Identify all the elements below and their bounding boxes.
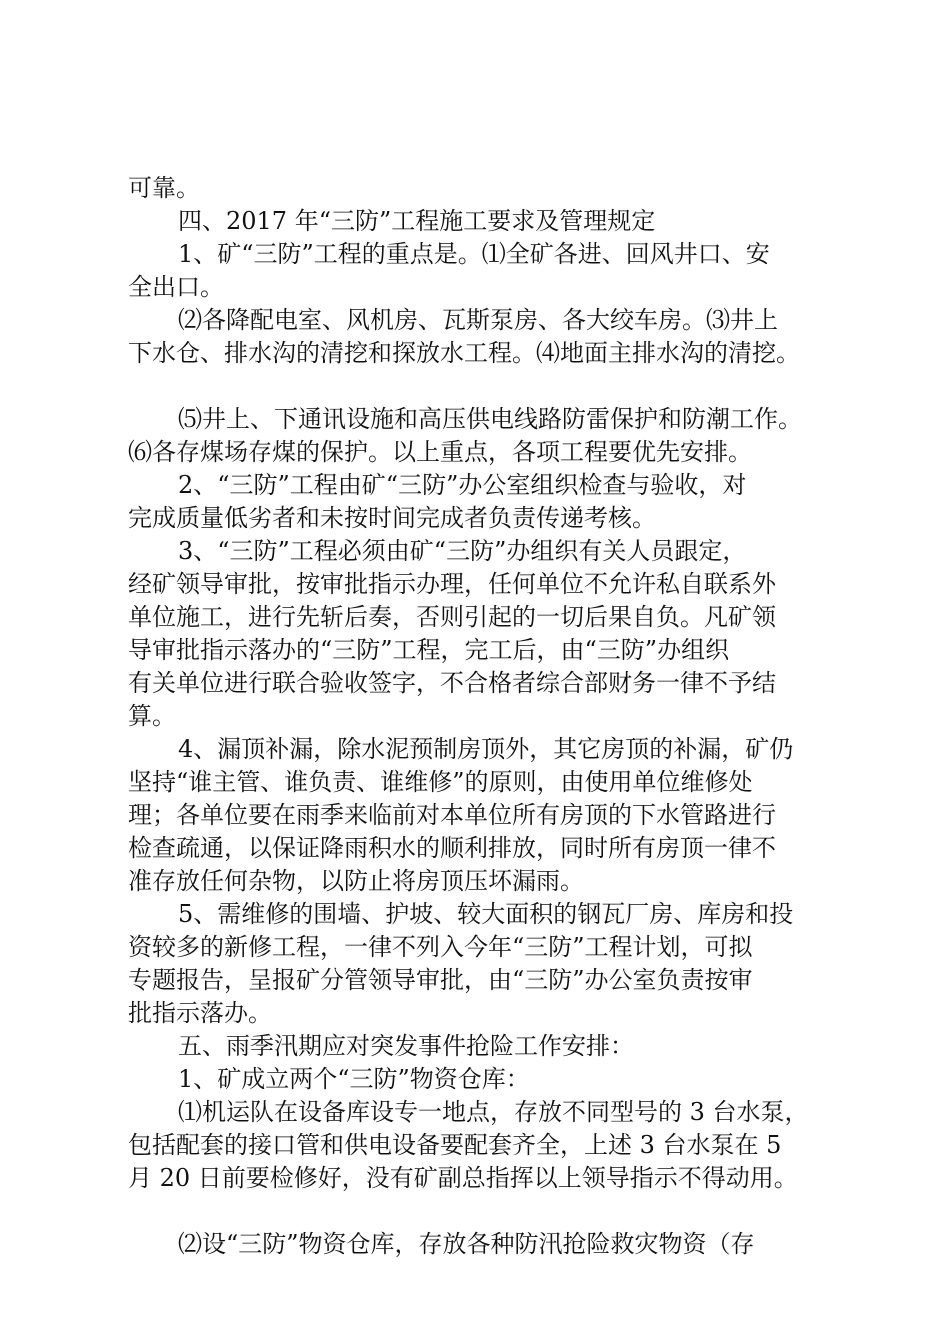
- blank-line: [128, 370, 828, 403]
- text-line: 专题报告，呈报矿分管领导审批，由“三防”办公室负责按审: [128, 966, 753, 994]
- text-line: 1、矿“三防”工程的重点是。⑴全矿各进、回风井口、安: [178, 240, 770, 268]
- text-line: ⑵各降配电室、风机房、瓦斯泵房、各大绞车房。⑶井上: [178, 306, 778, 334]
- text-line: 经矿领导审批，按审批指示办理，任何单位不允许私自联系外: [128, 570, 776, 598]
- text-line: 包括配套的接口管和供电设备要配套齐全，上述 3 台水泵在 5: [128, 1131, 782, 1159]
- text-line: 全出口。: [128, 273, 224, 301]
- text-line: 批指示落办。: [128, 999, 272, 1027]
- text-line: 月 20 日前要检修好，没有矿副总指挥以上领导指示不得动用。: [128, 1164, 798, 1192]
- document-body: [128, 172, 828, 1261]
- text-line: 理；各单位要在雨季来临前对本单位所有房顶的下水管路进行: [128, 801, 776, 829]
- text-line: ⑵设“三防”物资仓库，存放各种防汛抢险救灾物资（存: [178, 1230, 755, 1258]
- text-line: ⑹各存煤场存煤的保护。以上重点，各项工程要优先安排。: [128, 438, 752, 466]
- text-line: ⑸井上、下通讯设施和高压供电线路防雷保护和防潮工作。: [178, 405, 802, 433]
- text-line: 单位施工，进行先斩后奏，否则引起的一切后果自负。凡矿领: [128, 603, 776, 631]
- text-line: 2、“三防”工程由矿“三防”办公室组织检查与验收，对: [178, 471, 747, 499]
- text-line: 导审批指示落办的“三防”工程，完工后，由“三防”办组织: [128, 636, 730, 664]
- text-line: 有关单位进行联合验收签字，不合格者综合部财务一律不予结: [128, 669, 776, 697]
- text-line: 1、矿成立两个“三防”物资仓库：: [178, 1065, 530, 1093]
- text-line: 四、2017 年“三防”工程施工要求及管理规定: [178, 207, 656, 235]
- text-line: 资较多的新修工程，一律不列入今年“三防”工程计划，可拟: [128, 933, 753, 961]
- text-line: 算。: [128, 702, 176, 730]
- text-line: 可靠。: [128, 174, 200, 202]
- text-line: ⑴机运队在设备库设专一地点，存放不同型号的 3 台水泵，: [178, 1098, 809, 1126]
- blank-line: [128, 1195, 828, 1228]
- text-line: 坚持“谁主管、谁负责、谁维修”的原则，由使用单位维修处: [128, 768, 753, 796]
- text-line: 五、雨季汛期应对突发事件抢险工作安排：: [178, 1032, 634, 1060]
- text-line: 准存放任何杂物，以防止将房顶压坏漏雨。: [128, 867, 584, 895]
- text-line: 完成质量低劣者和未按时间完成者负责传递考核。: [128, 504, 656, 532]
- text-line: 4、漏顶补漏，除水泥预制房顶外，其它房顶的补漏，矿仍: [178, 735, 794, 763]
- text-line: 下水仓、排水沟的清挖和探放水工程。⑷地面主排水沟的清挖。: [128, 339, 800, 367]
- text-line: 5、需维修的围墙、护坡、较大面积的钢瓦厂房、库房和投: [178, 900, 794, 928]
- text-line: 检查疏通，以保证降雨积水的顺利排放，同时所有房顶一律不: [128, 834, 776, 862]
- text-line: 3、“三防”工程必须由矿“三防”办组织有关人员跟定，: [178, 537, 747, 565]
